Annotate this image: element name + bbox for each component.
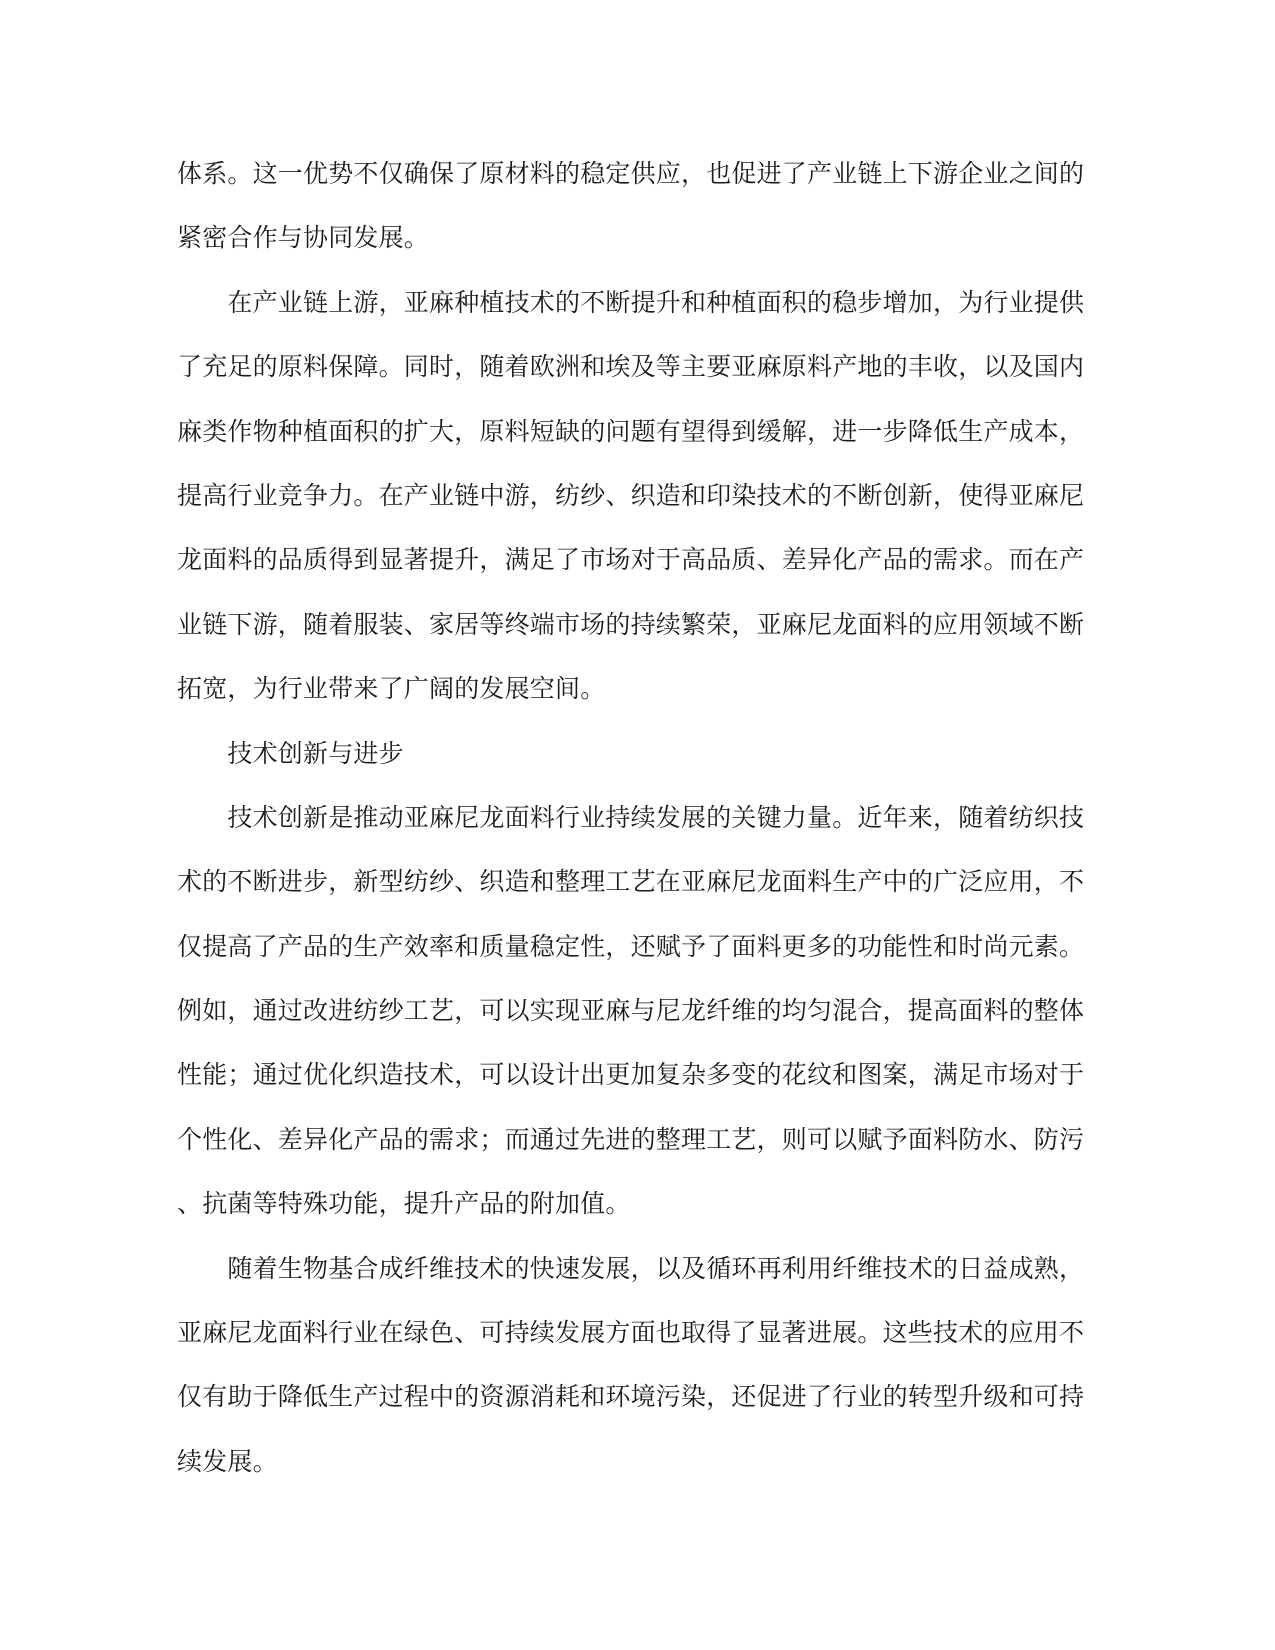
paragraph [177,786,1093,1237]
text-line: 亚麻尼龙面料行业在绿色、可持续发展方面也取得了显著进展。这些技术的应用不 [177,1319,1085,1348]
text-line: 提高行业竞争力。在产业链中游，纺纱、织造和印染技术的不断创新，使得亚麻尼 [177,481,1085,510]
text-line: 拓宽，为行业带来了广阔的发展空间。 [177,675,606,704]
text-line: 体系。这一优势不仅确保了原材料的稳定供应，也促进了产业链上下游企业之间的 [177,160,1085,188]
text-line: 龙面料的品质得到显著提升，满足了市场对于高品质、差异化产品的需求。而在产 [177,546,1085,575]
document-body [177,142,1093,1494]
text-line: 了充足的原料保障。同时，随着欧洲和埃及等主要亚麻原料产地的丰收，以及国内 [177,353,1085,382]
text-line: 个性化、差异化产品的需求；而通过先进的整理工艺，则可以赋予面料防水、防污 [177,1125,1085,1154]
paragraph [177,271,1093,722]
text-line: 续发展。 [177,1447,278,1476]
text-line: 技术创新与进步 [177,739,404,768]
text-line: 麻类作物种植面积的扩大，原料短缺的问题有望得到缓解，进一步降低生产成本， [177,417,1085,446]
text-line: 术的不断进步，新型纺纱、织造和整理工艺在亚麻尼龙面料生产中的广泛应用，不 [177,868,1085,897]
text-line: 技术创新是推动亚麻尼龙面料行业持续发展的关键力量。近年来，随着纺织技 [177,803,1085,832]
text-line: 性能；通过优化织造技术，可以设计出更加复杂多变的花纹和图案，满足市场对于 [177,1061,1085,1090]
text-line: 例如，通过改进纺纱工艺，可以实现亚麻与尼龙纤维的均匀混合，提高面料的整体 [177,997,1085,1026]
text-line: 业链下游，随着服装、家居等终端市场的持续繁荣，亚麻尼龙面料的应用领域不断 [177,610,1085,639]
text-line: 在产业链上游，亚麻种植技术的不断提升和种植面积的稳步增加，为行业提供 [177,288,1085,317]
paragraph [177,142,1093,271]
text-line: 仅提高了产品的生产效率和质量稳定性，还赋予了面料更多的功能性和时尚元素。 [177,932,1085,961]
text-line: 随着生物基合成纤维技术的快速发展，以及循环再利用纤维技术的日益成熟， [177,1254,1085,1283]
text-line: 仅有助于降低生产过程中的资源消耗和环境污染，还促进了行业的转型升级和可持 [177,1383,1085,1412]
section-heading [177,722,1093,786]
text-line: 、抗菌等特殊功能，提升产品的附加值。 [177,1190,631,1219]
text-line: 紧密合作与协同发展。 [177,224,430,253]
paragraph [177,1237,1093,1495]
